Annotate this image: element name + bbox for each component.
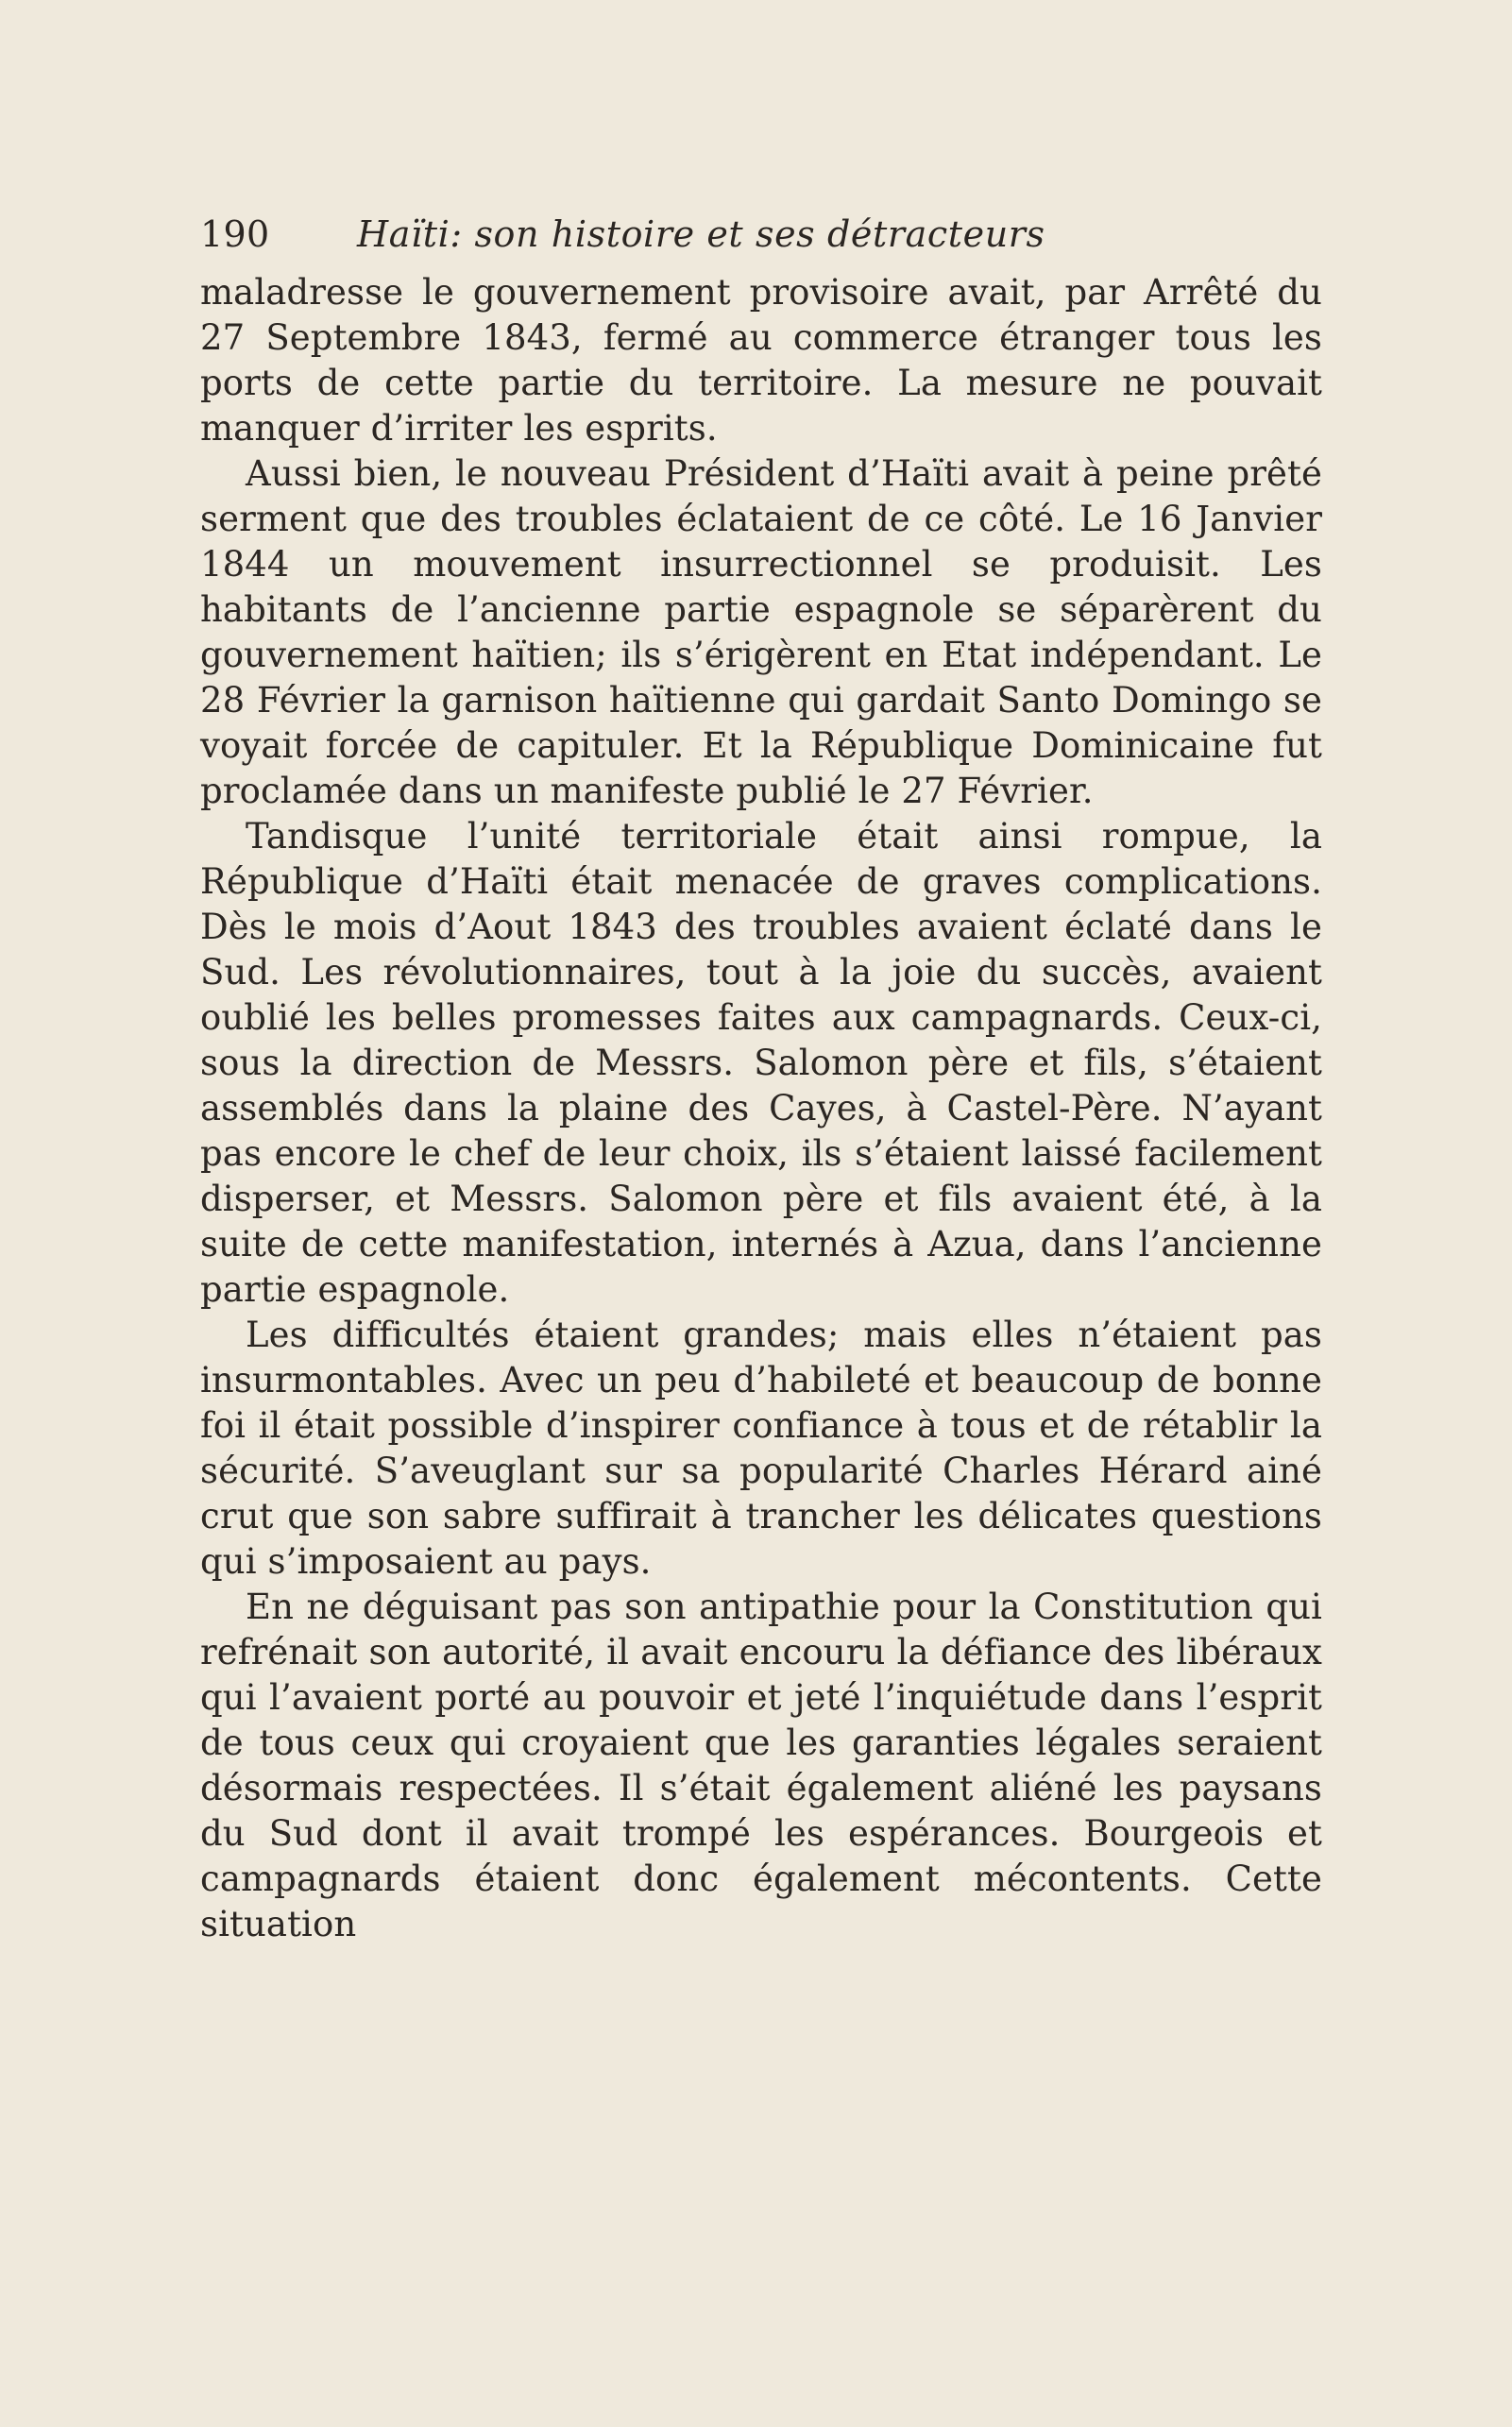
text-block xyxy=(200,213,1322,1947)
paragraph-1: maladresse le gouvernement provisoire avait, par Arrêté du 27 Septembre 1843, fermé au commerce étranger tous les ports de cette partie du territoire. La mesure ne pouvait manquer d’irriter les esprits. xyxy=(200,272,1322,449)
paragraph-5: En ne déguisant pas son antipathie pour la Constitution qui refrénait son autorité, il avait encouru la défiance des libéraux qui l’avaient porté au pouvoir et jeté l’inquiétude dans l’esprit de tous ceux qui croyaient que les garanties légales seraient désormais respectées. Il s’était également aliéné les paysans du Sud dont il avait trompé les espérances. Bourgeois et campagnards étaient donc également mécontents. Cette situation xyxy=(200,1587,1322,1944)
page-number: 190 xyxy=(200,213,270,255)
running-title: Haïti: son histoire et ses détracteurs xyxy=(357,213,1045,255)
running-head xyxy=(200,213,1322,270)
paragraph-2: Aussi bien, le nouveau Président d’Haïti avait à peine prêté serment que des troubles éclataient de ce côté. Le 16 Janvier 1844 un mouvement insurrectionnel se produisit. Les habitants de l’ancienne partie espagnole se séparèrent du gouvernement haïtien; ils s’érigèrent en Etat indépendant. Le 28 Février la garnison haïtienne qui gardait Santo Domingo se voyait forcée de capituler. Et la République Dominicaine fut proclamée dans un manifeste publié le 27 Février. xyxy=(200,453,1322,811)
paragraph-3: Tandisque l’unité territoriale était ainsi rompue, la République d’Haïti était menacée de graves complications. Dès le mois d’Aout 1843 des troubles avaient éclaté dans le Sud. Les révolutionnaires, tout à la joie du succès, avaient oublié les belles promesses faites aux campagnards. Ceux-ci, sous la direction de Messrs. Salomon père et fils, s’étaient assemblés dans la plaine des Cayes, à Castel-Père. N’ayant pas encore le chef de leur choix, ils s’étaient laissé facilement disperser, et Messrs. Salomon père et fils avaient été, à la suite de cette manifestation, internés à Azua, dans l’ancienne partie espagnole. xyxy=(200,816,1322,1310)
paragraph-4: Les difficultés étaient grandes; mais elles n’étaient pas insurmontables. Avec un peu d’habileté et beaucoup de bonne foi il était possible d’inspirer confiance à tous et de rétablir la sécurité. S’aveuglant sur sa popularité Charles Hérard ainé crut que son sabre suffirait à trancher les délicates questions qui s’imposaient au pays. xyxy=(200,1315,1322,1582)
